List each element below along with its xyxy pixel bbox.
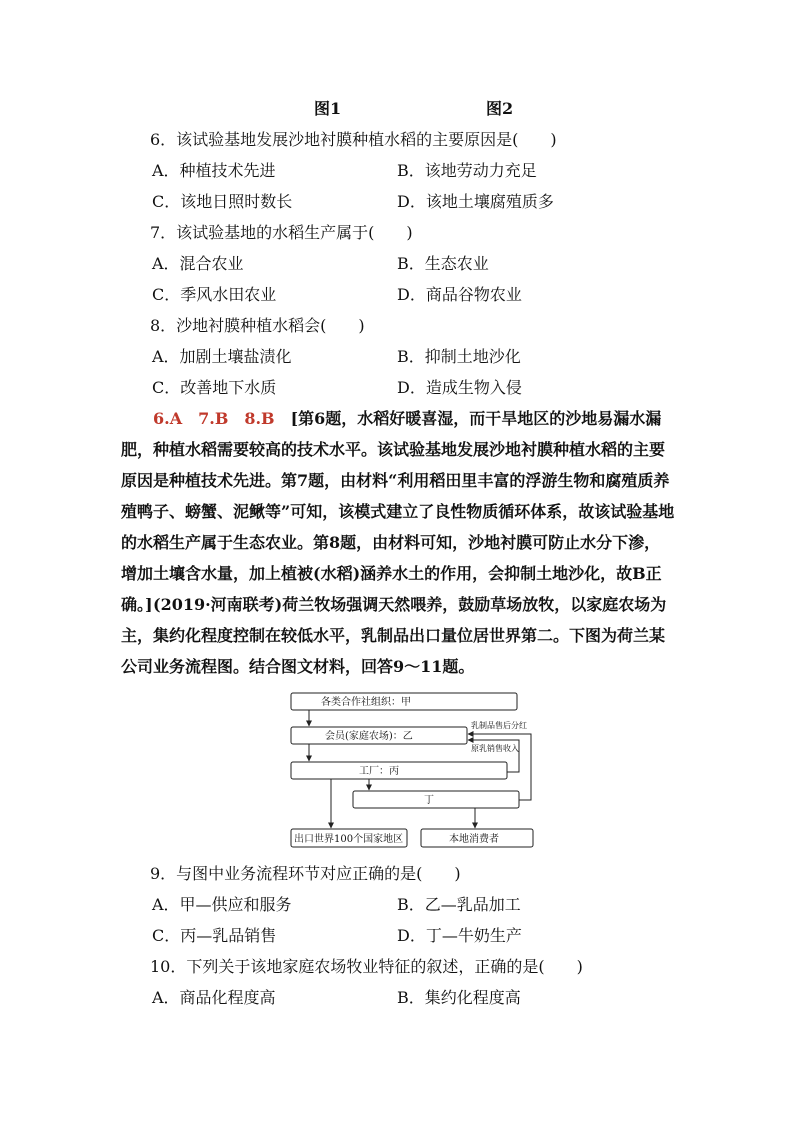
flow-label-jia: 各类合作社组织：甲 [321, 697, 411, 708]
question-7-option-d: D．商品谷物农业 [397, 285, 522, 304]
flow-label-bing: 工厂：丙 [359, 766, 399, 777]
question-9-option-c: C．丙—乳品销售 [152, 926, 277, 945]
question-9-option-b: B．乙—乳品加工 [397, 895, 521, 914]
question-9-stem: 9．与图中业务流程环节对应正确的是( ) [150, 864, 461, 883]
question-10-option-b: B．集约化程度高 [397, 988, 521, 1007]
question-7-option-a: A．混合农业 [152, 254, 244, 273]
business-flowchart [287, 690, 537, 850]
figure-2-caption: 图2 [486, 99, 514, 118]
material-intro: (2019·河南联考)荷兰牧场强调天然喂养，鼓励草场放牧，以家庭农场为主，集约化程度控制在较低水平，乳制品出口量位居世界第二。下图为荷兰某公司业务流程图。结合图文材料，回答9～11题。 [121, 595, 667, 676]
flow-box-bing [291, 762, 507, 779]
question-8-option-d: D．造成生物入侵 [397, 378, 522, 397]
flow-label-local: 本地消费者 [449, 834, 499, 845]
question-7-option-b: B．生态农业 [397, 254, 489, 273]
flow-label-export: 出口世界100个国家地区 [294, 834, 404, 845]
question-8-option-a: A．加剧土壤盐渍化 [152, 347, 292, 366]
answer-block [121, 403, 676, 620]
question-9-option-d: D．丁—牛奶生产 [397, 926, 522, 945]
question-6-option-d: D．该地土壤腐殖质多 [397, 192, 554, 211]
question-8-stem: 8．沙地衬膜种植水稻会( ) [150, 316, 365, 335]
flow-label-dividend: 乳制品售后分红 [471, 721, 527, 730]
question-9-option-a: A．甲—供应和服务 [152, 895, 292, 914]
question-7-stem: 7．该试验基地的水稻生产属于( ) [150, 223, 413, 242]
question-6-option-b: B．该地劳动力充足 [397, 161, 537, 180]
question-6-option-a: A．种植技术先进 [152, 161, 276, 180]
question-6-option-c: C．该地日照时数长 [152, 192, 293, 211]
flow-label-income: 原乳销售收入 [471, 744, 519, 753]
question-7-option-c: C．季风水田农业 [152, 285, 277, 304]
question-8-option-b: B．抑制土地沙化 [397, 347, 521, 366]
question-10-option-a: A．商品化程度高 [152, 988, 276, 1007]
flow-label-yi: 会员(家庭农场)：乙 [325, 731, 413, 742]
question-8-option-c: C．改善地下水质 [152, 378, 277, 397]
flow-box-ding [353, 791, 519, 808]
question-10-stem: 10．下列关于该地家庭农场牧业特征的叙述，正确的是( ) [150, 957, 583, 976]
answer-explanation: [第6题，水稻好暖喜湿，而干旱地区的沙地易漏水漏肥，种植水稻需要较高的技术水平。该试验基地发展沙地衬膜种植水稻的主要原因是种植技术先进。第7题，由材料“利用稻田里丰富的浮游生物和腐殖质养殖鸭子、螃蟹、泥鳅等”可知，该模式建立了良性物质循环体系，故该试验基地的水稻生产属于生态农业。第8题，由材料可知，沙地衬膜可防止水分下渗，增加土壤含水量，加上植被(水稻)涵养水土的作用，会抑制土地沙化，故B正确。] [121, 409, 675, 614]
question-6-stem: 6．该试验基地发展沙地衬膜种植水稻的主要原因是( ) [150, 130, 557, 149]
answer-keys: 6.A 7.B 8.B [153, 409, 275, 428]
flow-label-ding: 丁 [424, 795, 434, 806]
figure-1-caption: 图1 [314, 99, 342, 118]
